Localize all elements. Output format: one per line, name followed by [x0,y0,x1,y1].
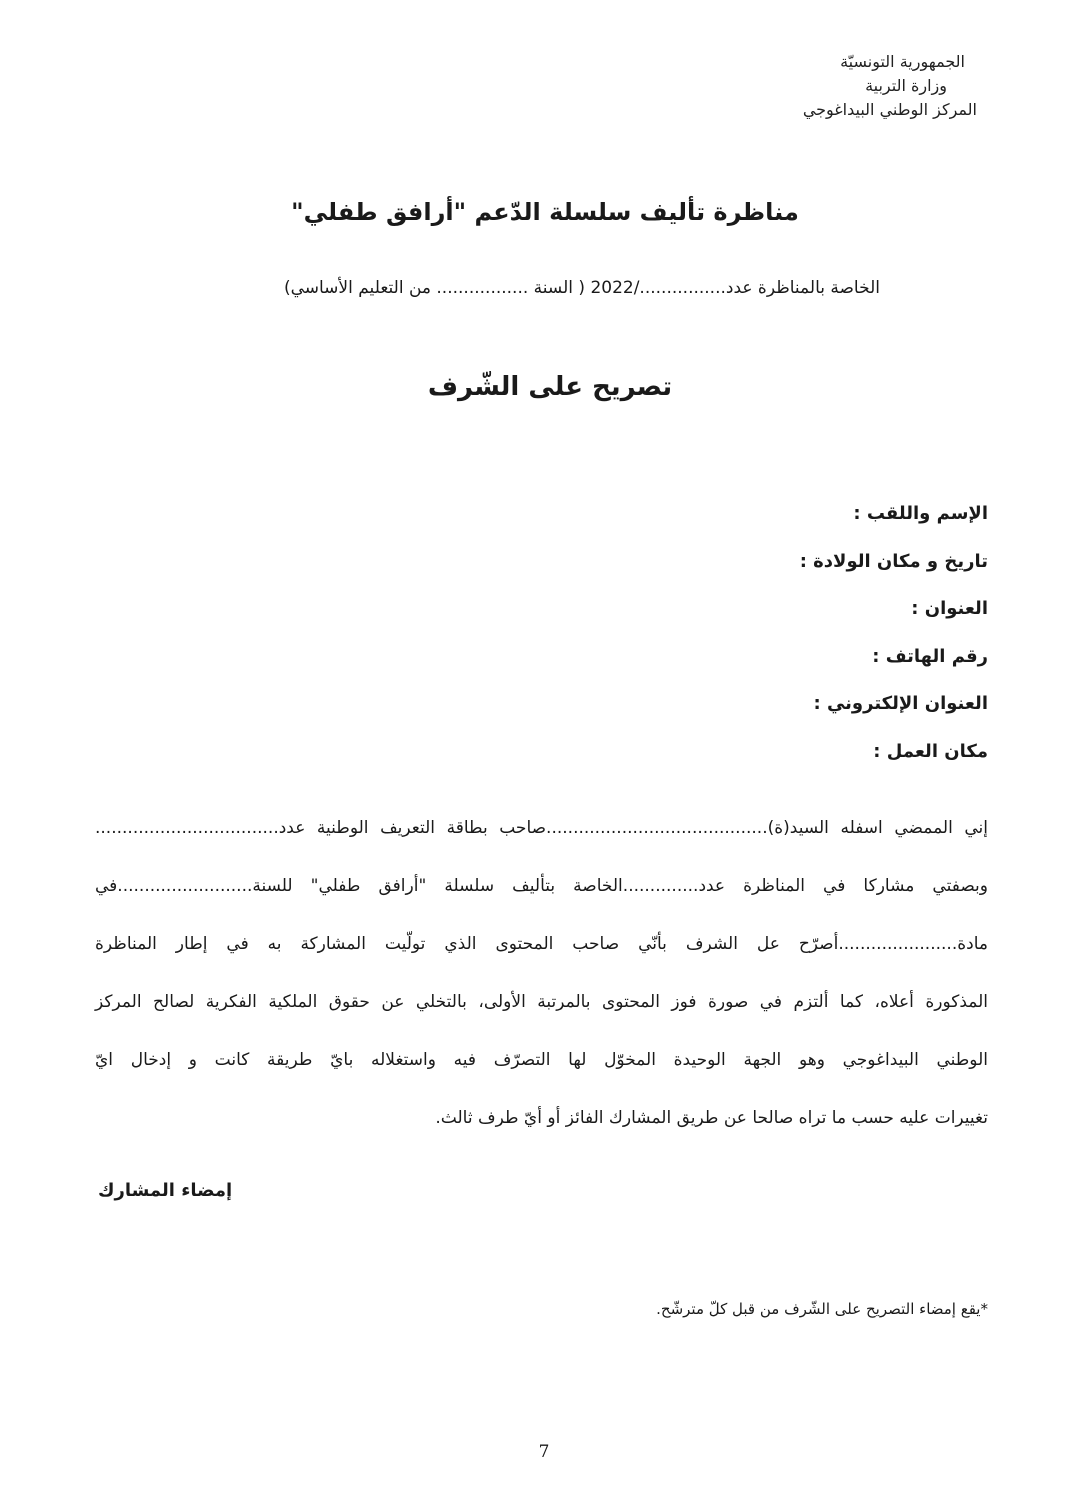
body-line-5: الوطني البيداغوجي وهو الجهة الوحيدة المخوّل لها التصرّف فيه واستغلاله بايّ طريقة كانت و إدخال ايّ [95,1050,988,1070]
header-republic: الجمهورية التونسيّة [840,52,965,71]
field-phone-label: رقم الهاتف : [872,645,988,667]
header-center: المركز الوطني البيداغوجي [802,100,977,119]
field-workplace-label: مكان العمل : [873,740,988,762]
field-email-label: العنوان الإلكتروني : [813,693,988,714]
participant-fields [800,490,988,775]
declaration-body [95,808,988,1156]
competition-title: مناظرة تأليف سلسلة الدّعم "أرافق طفلي" [291,198,799,226]
field-name-label: الإسم واللقب : [853,503,988,524]
body-line-1: إني الممضي اسفله السيد(ة).........................................صاحب بطاقة التعريف الوطنية عدد.................................. [95,818,988,838]
body-line-4: المذكورة أعلاه، كما ألتزم في صورة فوز المحتوى بالمرتبة الأولى، بالتخلي عن حقوق الملكية الفكرية لصالح المركز [95,992,988,1012]
field-birth-label: تاريخ و مكان الولادة : [799,550,988,572]
body-line-2: وبصفتي مشاركا في المناظرة عدد..............الخاصة بتأليف سلسلة "أرافق طفلي" للسنة.........................في [95,876,988,896]
institution-header [802,50,977,122]
header-ministry: وزارة التربية [865,76,947,95]
declaration-title: تصريح على الشّرف [427,372,673,402]
participant-signature-label: إمضاء المشارك [98,1180,233,1201]
page-number: 7 [538,1442,550,1462]
body-line-3: مادة......................أصرّح عل الشرف بأنّي صاحب المحتوى الذي تولّيت المشاركة به في إطار المناظرة [95,934,988,954]
body-line-6: تغييرات عليه حسب ما تراه صالحا عن طريق المشارك الفائز أو أيّ طرف ثالث. [435,1108,988,1128]
competition-subtitle: الخاصة بالمناظرة عدد................/2022 ( السنة ................. من التعليم الأساسي) [283,278,880,298]
footnote: *يقع إمضاء التصريح على الشّرف من قبل كلّ مترشّح. [656,1300,988,1318]
field-address-label: العنوان : [911,598,988,619]
